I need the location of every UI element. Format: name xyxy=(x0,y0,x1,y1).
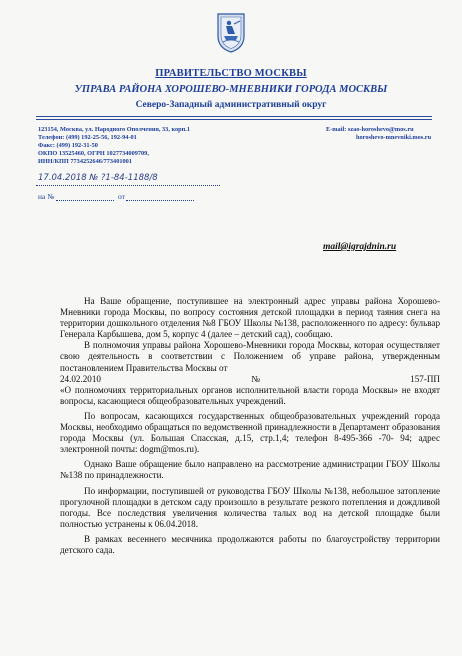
paragraph-1: На Ваше обращение, поступившее на электронный адрес управы района Хорошево-Мневники города Москвы, по вопросу состояния детской площадки в период таяния снега на территории дошкольного отделения №8 ГБОУ Школы №138, расположенного по адресу: бульвар Генерала Карбышева, дом 5, корпус 4 (далее – детский сад), сообщаю. xyxy=(60,296,440,340)
address-line: 123154, Москва, ул. Народного Ополчения, 33, корп.1 xyxy=(38,126,191,133)
na-label: на № xyxy=(38,192,55,201)
uprava-title: УПРАВА РАЙОНА ХОРОШЕВО-МНЕВНИКИ ГОРОДА МОСКВЫ xyxy=(74,84,388,95)
paragraph-2-cont: «О полномочиях территориальных органов исполнительной власти города Москвы» не входят вопросы, касающиеся общеобразовательных учреждений. xyxy=(60,384,440,406)
phone-line: Телефон: (499) 192-25-56, 192-94-01 xyxy=(38,134,137,141)
resolution-number: 157-ПП xyxy=(410,373,440,384)
email-primary: szao-horoshevo@mos.ru xyxy=(347,126,414,133)
contact-block xyxy=(38,126,190,166)
website: horoshevo-mnevniki.mos.ru xyxy=(356,134,432,141)
paragraph-2-date-row xyxy=(60,374,440,385)
registration-line xyxy=(36,185,220,186)
paragraph-2-text: В полномочия управы района Хорошево-Мневники города Москвы, которая осуществляет свою деятельность в соответствии с Положением об управе района, утвержденным постановлением Правительства Москвы от xyxy=(60,340,440,373)
email-label: E-mail: xyxy=(326,126,347,133)
ot-date-line xyxy=(126,200,194,201)
resolution-date: 24.02.2010 xyxy=(60,373,101,384)
inn-line: ИНН/КПП 7734252646/773401001 xyxy=(38,158,132,165)
paragraph-5: По информации, поступившей от руководства ГБОУ Школы №138, небольшое затопление прогулочной площадки в детском саду произошло в результате резкого потепления и дождливой погоды. Все последствия увеличения количества талых вод на детской площадке были полностью устранены к 06.04.2018. xyxy=(60,485,440,529)
okpo-line: ОКПО 13525460, ОГРН 1027734009709, xyxy=(38,150,149,157)
handwritten-registration: 17.04.2018 № ?1-84-1188/8 xyxy=(38,173,158,183)
paragraph-3: По вопросам, касающихся государственных общеобразовательных учреждений города Москвы, необходимо обращаться по ведомственной принадлежности в Департамент образования города Москвы (ул. Большая Спасская, д.15, стр.1,4; телефон 8-495-366 -70- 94; адрес электронной почты: dogm@mos.ru). xyxy=(60,410,440,455)
paragraph-4: Однако Ваше обращение было направлено на рассмотрение администрации ГБОУ Школы №138 по принадлежности. xyxy=(60,459,440,481)
government-title: ПРАВИТЕЛЬСТВО МОСКВЫ xyxy=(155,68,307,79)
addressee-email: mail@igrajdnin.ru xyxy=(323,242,397,252)
fax-line: Факс: (499) 192-31-50 xyxy=(38,142,98,149)
letterhead-divider-thin xyxy=(36,119,432,120)
letter-body xyxy=(60,296,440,556)
ot-label: от xyxy=(118,192,125,201)
paragraph-6: В рамках весеннего месячника продолжаются работы по благоустройству территории детского сада. xyxy=(60,533,440,555)
email-block xyxy=(326,126,431,142)
paragraph-2 xyxy=(60,340,440,373)
resolution-no-sign: № xyxy=(251,373,260,384)
okrug-title: Северо-Западный административный округ xyxy=(135,100,327,110)
moscow-coat-of-arms-icon xyxy=(214,10,248,54)
na-number-line xyxy=(56,200,114,201)
letterhead-divider xyxy=(36,116,432,117)
